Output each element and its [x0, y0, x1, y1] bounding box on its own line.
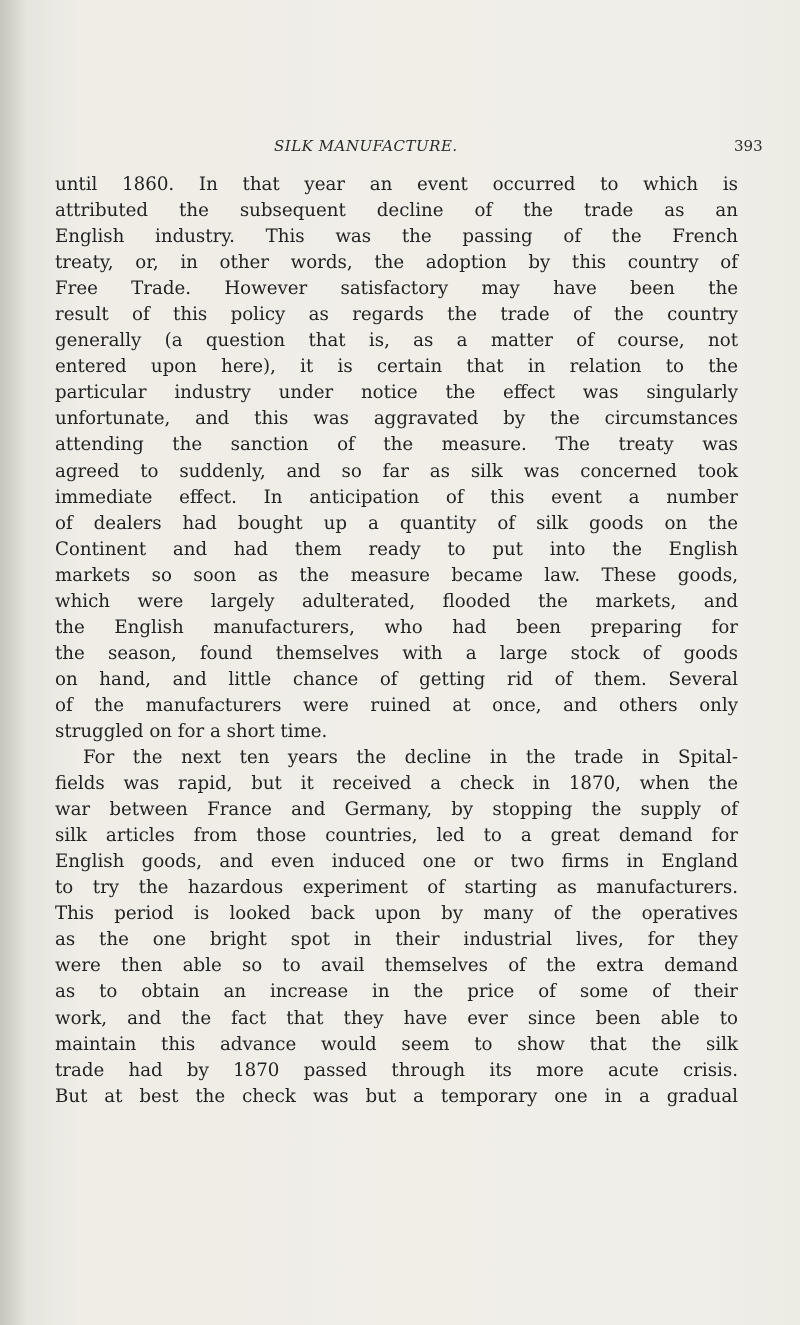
- text-line: of the manufacturers were ruined at once, and others only: [55, 694, 738, 716]
- running-title: SILK MANUFACTURE.: [274, 137, 458, 155]
- text-line: the season, found themselves with a large stock of goods: [55, 642, 738, 664]
- text-line: immediate effect. In anticipation of this event a number: [55, 486, 738, 508]
- page-header: [0, 137, 800, 161]
- text-line: agreed to suddenly, and so far as silk was concerned took: [55, 460, 738, 482]
- text-line: of dealers had bought up a quantity of silk goods on the: [55, 512, 738, 534]
- text-line: the English manufacturers, who had been preparing for: [55, 616, 738, 638]
- text-line: Continent and had them ready to put into the English: [55, 538, 738, 560]
- text-line: English goods, and even induced one or two firms in England: [55, 851, 738, 873]
- text-line: particular industry under notice the effect was singularly: [55, 382, 738, 404]
- page-number: 393: [734, 137, 763, 155]
- paragraph-2: [55, 745, 738, 1110]
- text-line: until 1860. In that year an event occurred to which is: [55, 174, 738, 195]
- body-text: [55, 172, 738, 1110]
- text-line: war between France and Germany, by stopping the supply of: [55, 799, 738, 821]
- text-line: generally (a question that is, as a matter of course, not: [55, 330, 738, 352]
- text-line: were then able so to avail themselves of the extra demand: [55, 955, 738, 977]
- text-line: maintain this advance would seem to show that the silk: [55, 1033, 738, 1055]
- text-line: work, and the fact that they have ever since been able to: [55, 1007, 738, 1029]
- text-line: on hand, and little chance of getting rid of them. Several: [55, 668, 738, 690]
- text-line: attending the sanction of the measure. The treaty was: [55, 434, 738, 456]
- text-line: This period is looked back upon by many of the operatives: [55, 903, 738, 925]
- text-line: which were largely adulterated, flooded the markets, and: [55, 590, 738, 612]
- text-line: English industry. This was the passing of the French: [55, 226, 738, 248]
- text-line: markets so soon as the measure became law. These goods,: [55, 564, 738, 586]
- text-line: struggled on for a short time.: [55, 720, 328, 742]
- text-line: unfortunate, and this was aggravated by the circumstances: [55, 408, 738, 430]
- text-line: entered upon here), it is certain that in relation to the: [55, 356, 738, 378]
- text-line: treaty, or, in other words, the adoption by this country of: [55, 252, 738, 274]
- text-line: For the next ten years the decline in the trade in Spital-: [83, 747, 738, 769]
- text-line: as the one bright spot in their industrial lives, for they: [55, 929, 738, 951]
- text-line: as to obtain an increase in the price of some of their: [55, 981, 738, 1003]
- text-line: trade had by 1870 passed through its more acute crisis.: [55, 1059, 738, 1081]
- paragraph-1: [55, 172, 738, 745]
- text-line: fields was rapid, but it received a check in 1870, when the: [55, 773, 738, 795]
- text-line: Free Trade. However satisfactory may have been the: [55, 278, 738, 300]
- text-line: result of this policy as regards the trade of the country: [55, 304, 738, 326]
- binding-shadow: [0, 0, 26, 1325]
- text-line: silk articles from those countries, led to a great demand for: [55, 825, 738, 847]
- text-line: attributed the subsequent decline of the trade as an: [55, 200, 738, 222]
- text-line: to try the hazardous experiment of starting as manufacturers.: [55, 877, 738, 899]
- text-line: But at best the check was but a temporary one in a gradual: [55, 1085, 738, 1107]
